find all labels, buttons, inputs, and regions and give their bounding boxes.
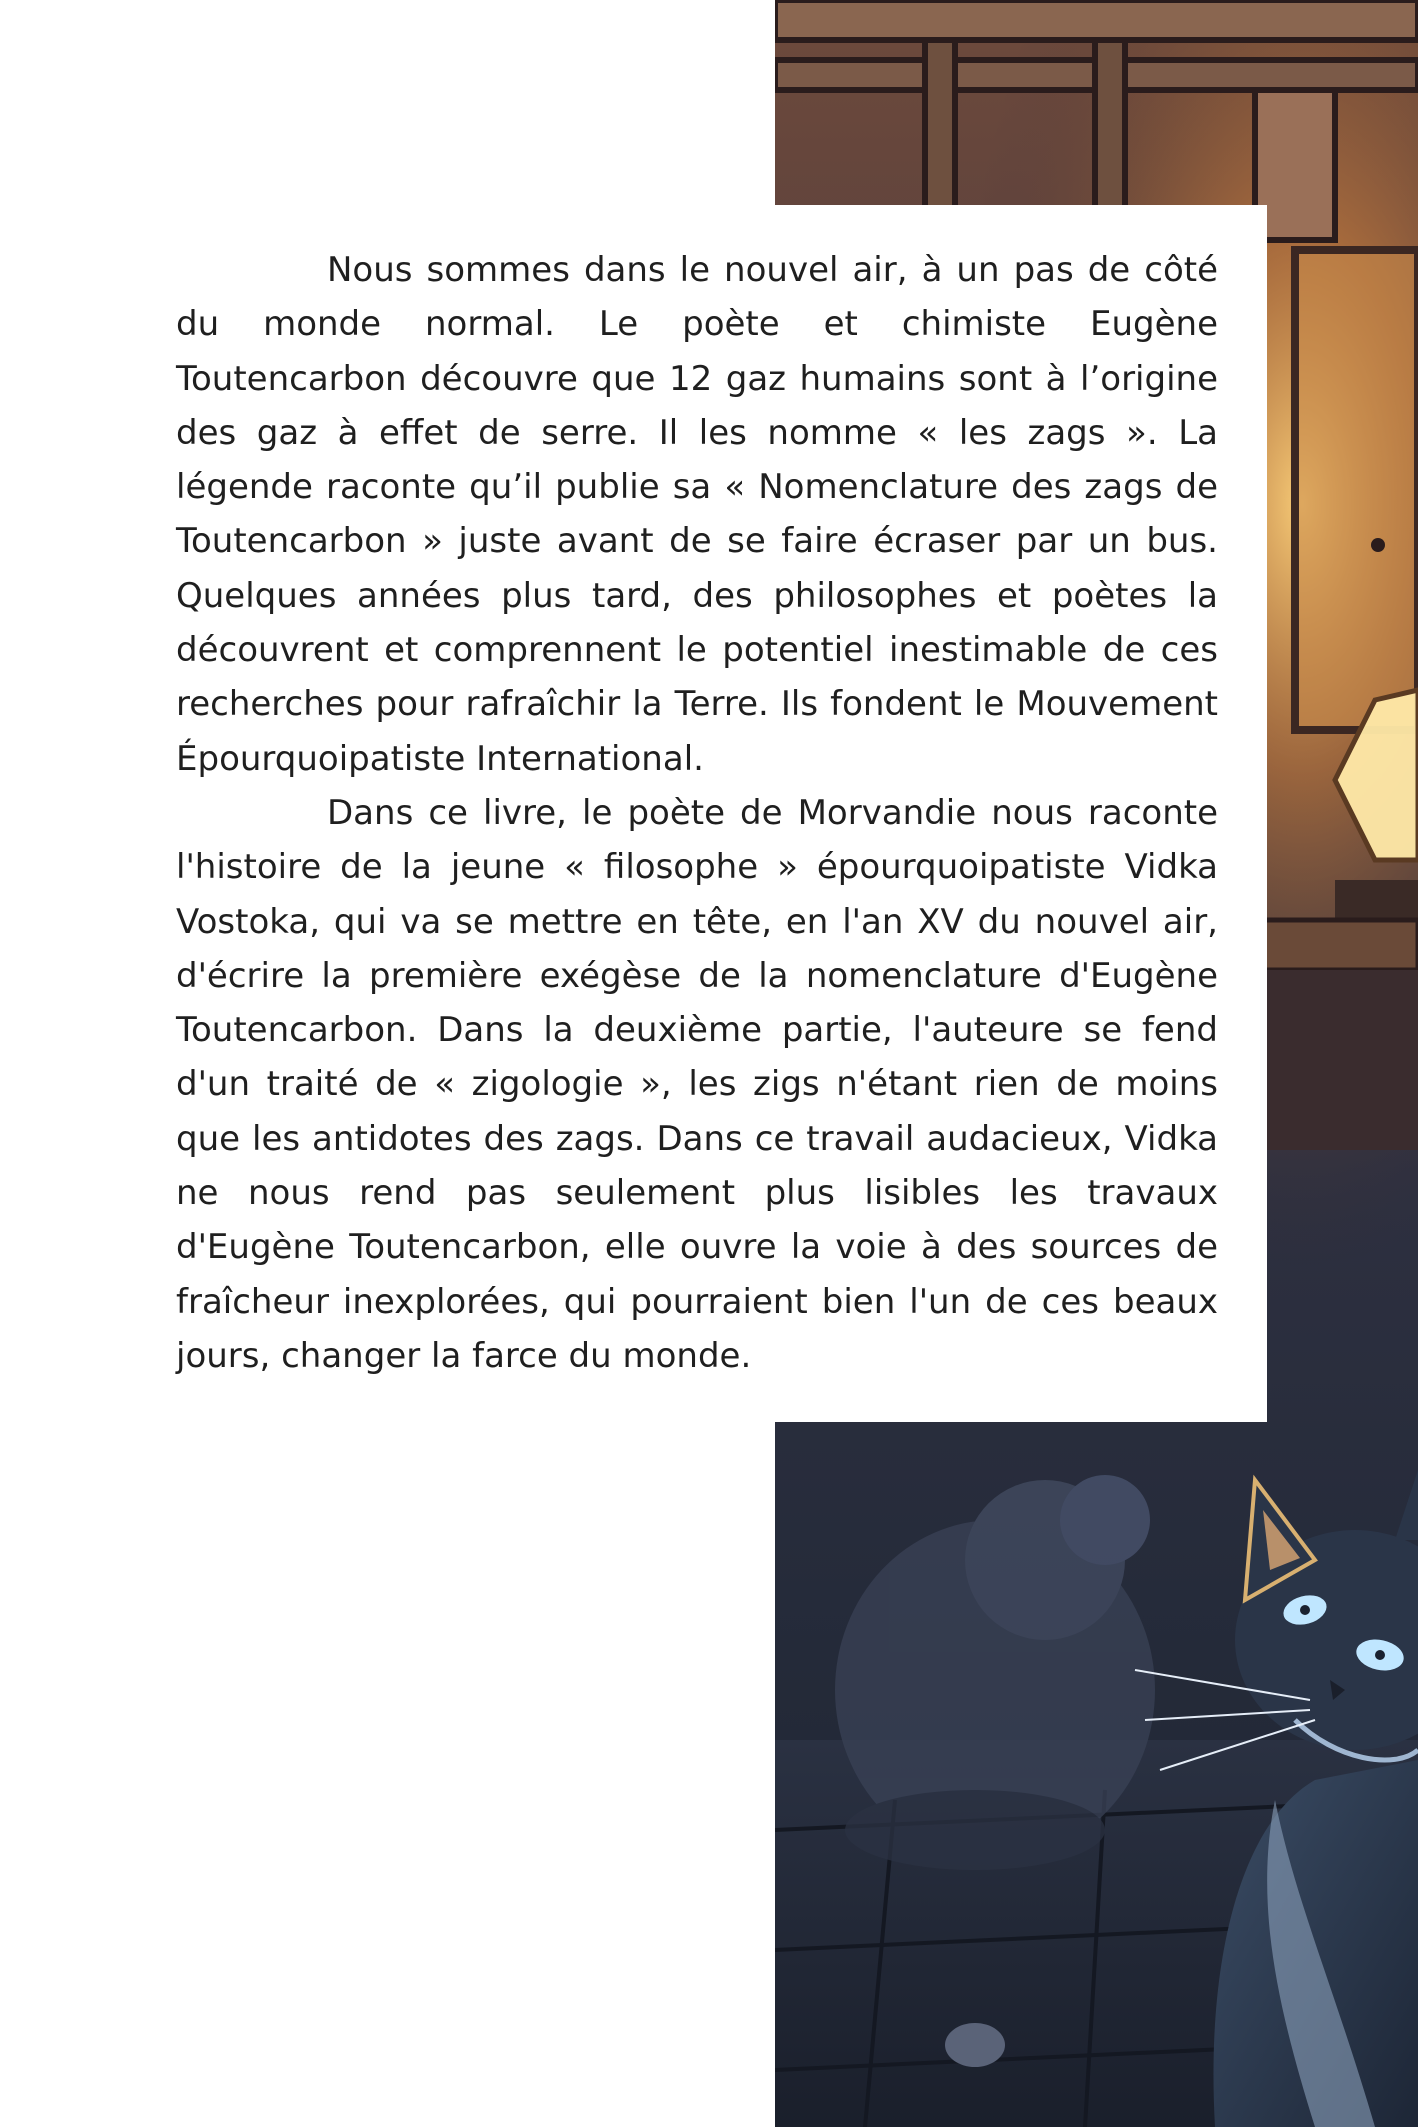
window-frame [1295, 250, 1418, 730]
paragraph-2: Dans ce livre, le poète de Morvandie nous raconte l'histoire de la jeune « filosophe » épourquoipatiste Vidka Vostoka, qui va se mettre en tête, en l'an XV du nouvel air, d'écrire la première exégèse de la nomenclature d'Eugène Toutencarbon. Dans la deuxième partie, l'auteure se fend d'un traité de « zigologie », les zigs n'étant rien de moins que les antidotes des zags. Dans ce travail audacieux, Vidka ne nous rend pas seulement plus lisibles les travaux d'Eugène Toutencarbon, elle ouvre la voie à des sources de fraîcheur inexplorées, qui pourraient bien l'un de ces beaux jours, changer la farce du monde. [176, 792, 1218, 1376]
shadow-creature [835, 1475, 1155, 1870]
back-cover-text [176, 243, 1218, 1383]
floor-stone [945, 2023, 1005, 2067]
paragraph-1: Nous sommes dans le nouvel air, à un pas de côté du monde normal. Le poète et chimiste Eugène Toutencarbon découvre que 12 gaz humains sont à l’origine des gaz à effet de serre. Il les nomme « les zags ». La légende raconte qu’il publie sa « Nomenclature des zags de Toutencarbon » juste avant de se faire écraser par un bus. Quelques années plus tard, des philosophes et poètes la découvrent et comprennent le potentiel inestimable de ces recherches pour rafraîchir la Terre. Ils fondent le Mouvement Épourquoipatiste International. [176, 250, 1218, 779]
